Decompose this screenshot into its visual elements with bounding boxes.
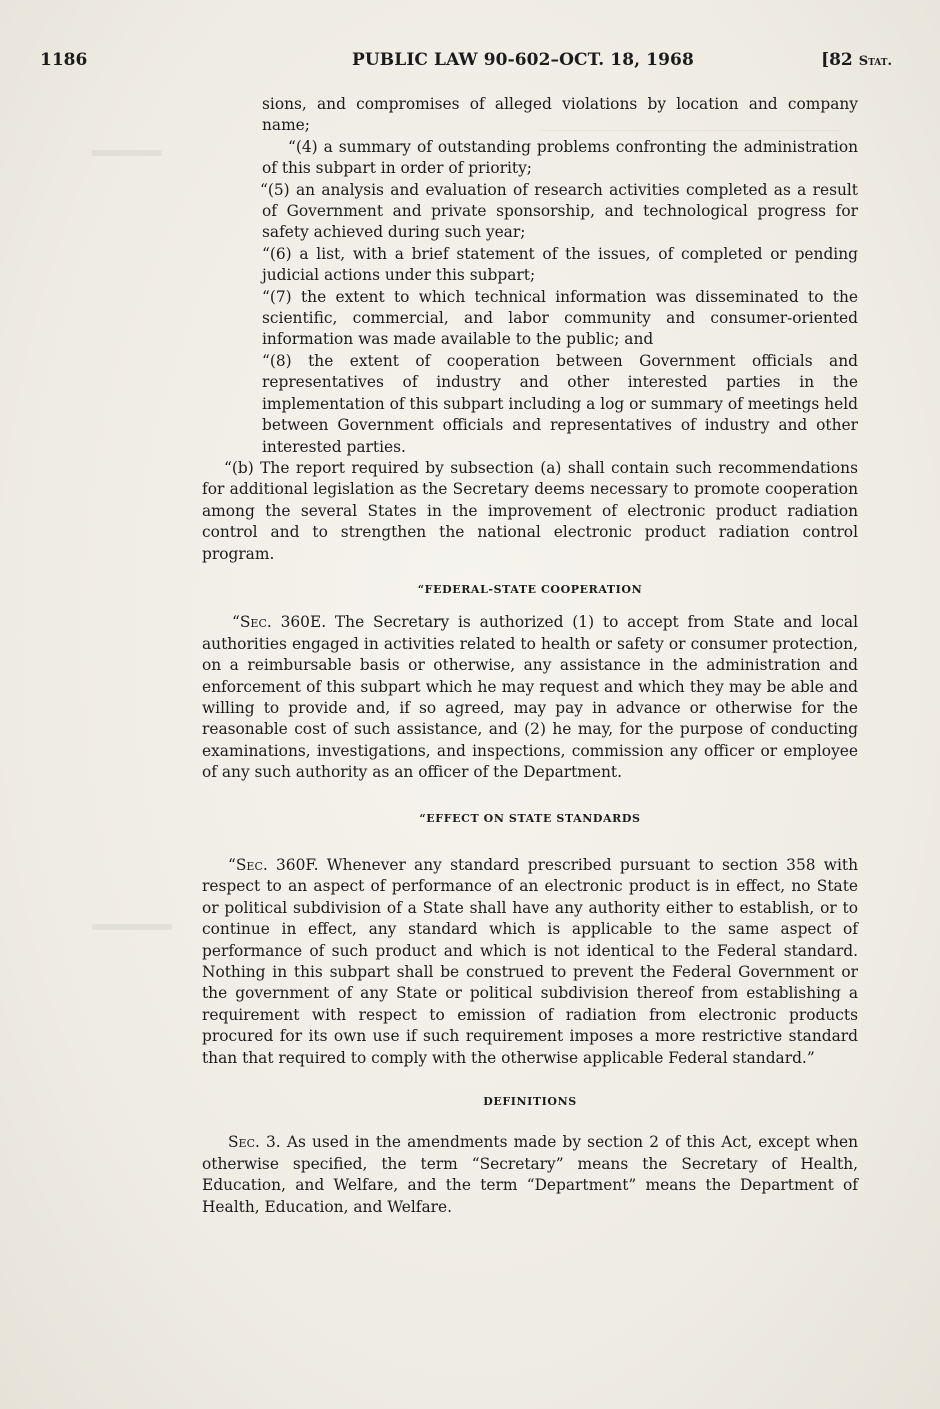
list-item-4: “(4) a summary of outstanding problems confronting the administration of this subpart in order of priority; [262, 137, 858, 178]
list-item-8: “(8) the extent of cooperation between Government officials and representatives of industry and other interested parties in the implementation of this subpart including a log or summary of meetings held between Government officials and representatives of industry and other interested parties. [262, 351, 858, 456]
list-item-5: “(5) an analysis and evaluation of research activities completed as a result of Government and private sponsorship, and technological progress for safety achieved during such year; [260, 180, 858, 242]
paragraph-b: “(b) The report required by subsection (a) shall contain such recommendations for additional legislation as the Secretary deems necessary to promote cooperation among the several States in the improvement of electronic product radiation control and to strengthen the national electronic product radiation control program. [202, 458, 858, 563]
body-text [202, 94, 858, 1218]
section-heading-federal-state-cooperation: “FEDERAL-STATE COOPERATION [417, 582, 643, 596]
section-3-definitions: Sec. 3. As used in the amendments made by section 2 of this Act, except when otherwise specified, the term “Secretary” means the Secretary of Health, Education, and Welfare, and the term “Department” means the Department of Health, Education, and Welfare. [202, 1133, 858, 1216]
list-item-7: “(7) the extent to which technical information was disseminated to the scientific, commercial, and labor community and consumer-oriented information was made available to the public; and [262, 287, 858, 349]
section-360f: “Sec. 360F. Whenever any standard prescribed pursuant to section 358 with respect to an aspect of performance of an electronic product is in effect, no State or political subdivision of a State shall have any authority either to establish, or to continue in effect, any standard which is applicable to the same aspect of performance of such product and which is not identical to the Federal standard. Nothing in this subpart shall be construed to prevent the Federal Government or the government of any State or political subdivision thereof from establishing a requirement with respect to emission of radiation from electronic products procured for its own use if such requirement imposes a more restrictive standard than that required to comply with the otherwise applicable Federal standard.” [202, 856, 858, 1067]
section-heading-definitions: DEFINITIONS [483, 1095, 577, 1109]
page-number: 1186 [40, 50, 88, 70]
statute-reference: [82 Stat. [821, 50, 892, 70]
section-heading-effect-on-state-standards: “EFFECT ON STATE STANDARDS [419, 811, 641, 825]
list-item-6: “(6) a list, with a brief statement of the issues, of completed or pending judicial actions under this subpart; [262, 244, 858, 285]
page-header [40, 50, 892, 84]
continued-paragraph: sions, and compromises of alleged violations by location and company name; [262, 95, 858, 135]
running-title: PUBLIC LAW 90-602–OCT. 18, 1968 [352, 50, 694, 70]
section-360e: “Sec. 360E. The Secretary is authorized (1) to accept from State and local authorities engaged in activities related to health or safety or consumer protection, on a reimbursable basis or otherwise, any assistance in the administration and enforcement of this subpart which he may request and which they may be able and willing to provide and, if so agreed, may pay in advance or otherwise for the reasonable cost of such assistance, and (2) he may, for the purpose of conducting examinations, investigations, and inspections, commission any officer or employee of any such authority as an officer of the Department. [202, 613, 858, 782]
